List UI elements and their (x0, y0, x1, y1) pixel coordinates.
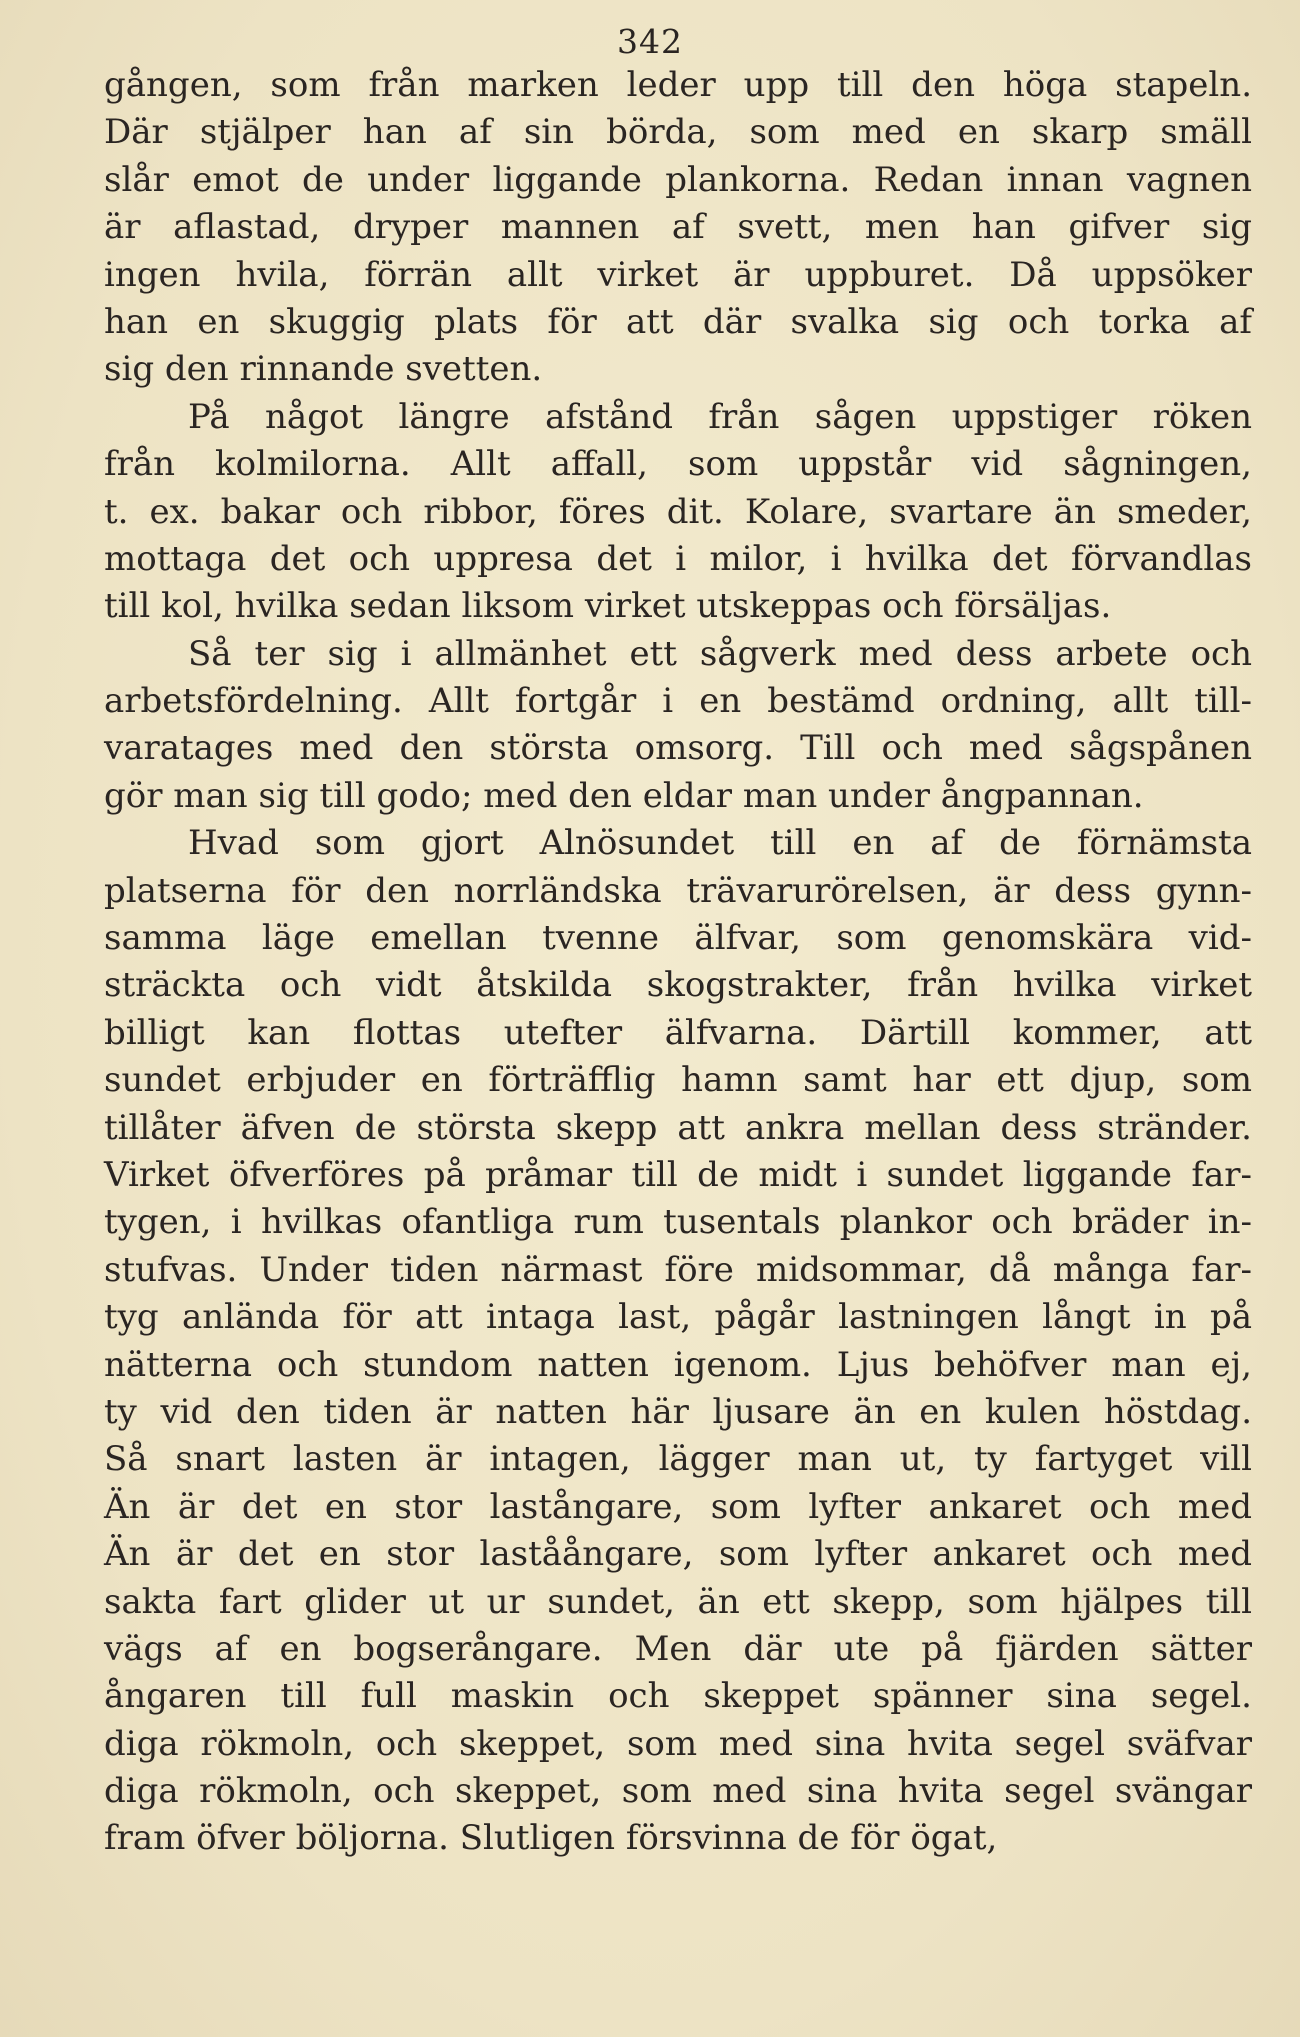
text-line: Hvad som gjort Alnösundet till en af de förnämsta (188, 823, 1252, 864)
text-line: diga rökmoln, och skeppet, som med sina hvita segel svängar (104, 1771, 1252, 1812)
text-line: ångaren till full maskin och skeppet spänner sina segel. (104, 1676, 1252, 1717)
text-line: platserna för den norrländska trävarurörelsen, är dess gynn- (104, 870, 1252, 911)
text-line: diga rökmoln, och skeppet, som med sina hvita segel sväfvar (104, 1723, 1252, 1764)
text-line: Så snart lasten är intagen, lägger man ut, ty fartyget vill (104, 1439, 1252, 1480)
text-line: tyg anlända för att intaga last, pågår lastningen långt in på (104, 1297, 1252, 1338)
text-line: samma läge emellan tvenne älfvar, som genomskära vid- (104, 918, 1252, 959)
text-line: t. ex. bakar och ribbor, föres dit. Kolare, svartare än smeder, (104, 491, 1252, 532)
text-line: tygen, i hvilkas ofantliga rum tusentals plankor och bräder in- (104, 1202, 1252, 1243)
text-line: från kolmilorna. Allt affall, som uppstår vid sågningen, (104, 444, 1252, 485)
text-line: varatages med den största omsorg. Till och med sågspånen (104, 728, 1252, 769)
text-line: vägs af en bogserångare. Men där ute på fjärden sätter (104, 1628, 1252, 1669)
text-line: sträckta och vidt åtskilda skogstrakter, från hvilka virket (104, 965, 1252, 1006)
text-line: tillåter äfven de största skepp att ankra mellan dess stränder. (104, 1107, 1252, 1148)
text-line: är aflastad, dryper mannen af svett, men han gifver sig (104, 207, 1252, 248)
text-line: Där stjälper han af sin börda, som med en skarp smäll (104, 112, 1252, 153)
text-line: slår emot de under liggande plankorna. Redan innan vagnen (104, 159, 1252, 200)
text-line: På något längre afstånd från sågen uppstiger röken (188, 396, 1252, 437)
body-text (104, 62, 1252, 1863)
text-line: billigt kan flottas utefter älfvarna. Därtill kommer, att (104, 1012, 1252, 1053)
text-line: han en skuggig plats för att där svalka sig och torka af (104, 301, 1252, 342)
text-line: sig den rinnande svetten. (104, 349, 543, 390)
text-line: gången, som från marken leder upp till den höga stapeln. (104, 65, 1252, 105)
text-line: sundet erbjuder en förträfflig hamn samt har ett djup, som (104, 1060, 1252, 1101)
text-line: ty vid den tiden är natten här ljusare än en kulen höstdag. (104, 1391, 1252, 1432)
text-line: mottaga det och uppresa det i milor, i hvilka det förvandlas (104, 538, 1252, 579)
text-line: Än är det en stor laståångare, som lyfter ankaret och med (104, 1534, 1252, 1575)
text-line: stufvas. Under tiden närmast före midsommar, då många far- (104, 1249, 1252, 1290)
text-line: Så ter sig i allmänhet ett sågverk med dess arbete och (188, 633, 1252, 674)
text-line: gör man sig till godo; med den eldar man under ångpannan. (104, 775, 1144, 816)
text-line: sakta fart glider ut ur sundet, än ett skepp, som hjälpes till (104, 1581, 1252, 1622)
text-line: nätterna och stundom natten igenom. Ljus behöfver man ej, (104, 1344, 1252, 1385)
text-line: Virket öfverföres på pråmar till de midt i sundet liggande far- (104, 1154, 1252, 1195)
text-line: fram öfver böljorna. Slutligen försvinna de för ögat, (104, 1818, 998, 1859)
text-line: ingen hvila, förrän allt virket är uppburet. Då uppsöker (104, 254, 1252, 295)
page-number: 342 (617, 22, 683, 61)
text-line: till kol, hvilka sedan liksom virket utskeppas och försäljas. (104, 586, 1112, 627)
text-line: arbetsfördelning. Allt fortgår i en bestämd ordning, allt till- (104, 681, 1252, 722)
text-line: Än är det en stor lastångare, som lyfter ankaret och med (104, 1486, 1252, 1527)
